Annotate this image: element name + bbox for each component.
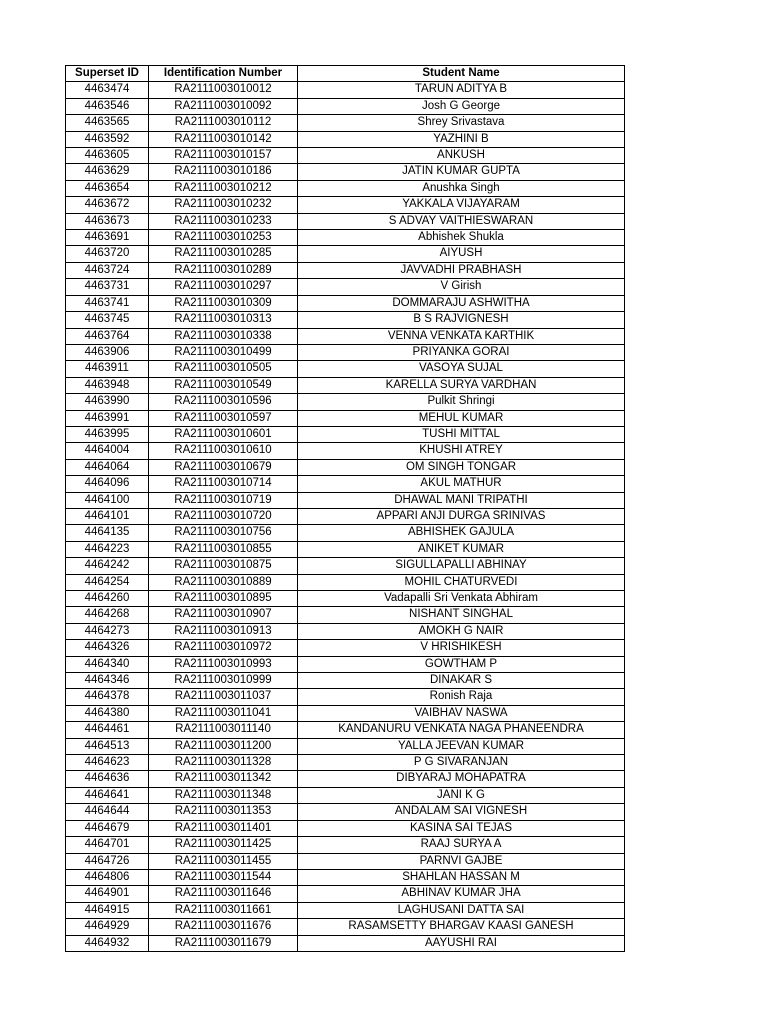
superset-id-cell: 4464929 xyxy=(66,919,149,935)
identification-number-cell: RA2111003010756 xyxy=(149,525,298,541)
identification-number-cell: RA2111003010338 xyxy=(149,328,298,344)
identification-number-cell: RA2111003011679 xyxy=(149,935,298,951)
table-row xyxy=(66,426,625,442)
identification-number-cell: RA2111003011661 xyxy=(149,902,298,918)
student-name-cell: VENNA VENKATA KARTHIK xyxy=(298,328,625,344)
table-row xyxy=(66,410,625,426)
identification-number-cell: RA2111003010889 xyxy=(149,574,298,590)
student-name-cell: SHAHLAN HASSAN M xyxy=(298,869,625,885)
table-row xyxy=(66,180,625,196)
student-name-cell: VASOYA SUJAL xyxy=(298,361,625,377)
student-name-cell: KARELLA SURYA VARDHAN xyxy=(298,377,625,393)
table-row xyxy=(66,279,625,295)
table-row xyxy=(66,722,625,738)
table-row xyxy=(66,508,625,524)
table-row xyxy=(66,755,625,771)
student-name-cell: MEHUL KUMAR xyxy=(298,410,625,426)
identification-number-cell: RA2111003010285 xyxy=(149,246,298,262)
superset-id-cell: 4464326 xyxy=(66,640,149,656)
table-row xyxy=(66,656,625,672)
student-name-cell: GOWTHAM P xyxy=(298,656,625,672)
superset-id-cell: 4463995 xyxy=(66,426,149,442)
identification-number-cell: RA2111003010895 xyxy=(149,591,298,607)
identification-number-cell: RA2111003010999 xyxy=(149,673,298,689)
student-name-cell: AKUL MATHUR xyxy=(298,476,625,492)
header-row xyxy=(66,66,625,82)
table-row xyxy=(66,591,625,607)
superset-id-cell: 4464101 xyxy=(66,508,149,524)
student-name-cell: JAVVADHI PRABHASH xyxy=(298,262,625,278)
superset-id-cell: 4464260 xyxy=(66,591,149,607)
student-name-cell: MOHIL CHATURVEDI xyxy=(298,574,625,590)
table-row xyxy=(66,853,625,869)
superset-id-cell: 4464268 xyxy=(66,607,149,623)
table-row xyxy=(66,82,625,98)
table-row xyxy=(66,164,625,180)
identification-number-cell: RA2111003010186 xyxy=(149,164,298,180)
table-row xyxy=(66,541,625,557)
student-name-cell: Ronish Raja xyxy=(298,689,625,705)
table-row xyxy=(66,328,625,344)
identification-number-cell: RA2111003010499 xyxy=(149,344,298,360)
identification-number-cell: RA2111003010157 xyxy=(149,148,298,164)
table-row xyxy=(66,148,625,164)
superset-id-cell: 4464623 xyxy=(66,755,149,771)
identification-number-cell: RA2111003010289 xyxy=(149,262,298,278)
table-row xyxy=(66,344,625,360)
superset-id-cell: 4463906 xyxy=(66,344,149,360)
identification-number-cell: RA2111003010253 xyxy=(149,230,298,246)
student-name-cell: Abhishek Shukla xyxy=(298,230,625,246)
superset-id-cell: 4464806 xyxy=(66,869,149,885)
identification-number-cell: RA2111003010212 xyxy=(149,180,298,196)
identification-number-cell: RA2111003010092 xyxy=(149,98,298,114)
superset-id-cell: 4464135 xyxy=(66,525,149,541)
table-row xyxy=(66,246,625,262)
superset-id-cell: 4464915 xyxy=(66,902,149,918)
superset-id-cell: 4463724 xyxy=(66,262,149,278)
superset-id-cell: 4464513 xyxy=(66,738,149,754)
identification-number-cell: RA2111003011676 xyxy=(149,919,298,935)
table-row xyxy=(66,673,625,689)
student-name-cell: AMOKH G NAIR xyxy=(298,623,625,639)
table-row xyxy=(66,771,625,787)
superset-id-cell: 4463605 xyxy=(66,148,149,164)
superset-id-cell: 4464340 xyxy=(66,656,149,672)
student-name-cell: YALLA JEEVAN KUMAR xyxy=(298,738,625,754)
identification-number-cell: RA2111003011425 xyxy=(149,837,298,853)
table-row xyxy=(66,394,625,410)
superset-id-cell: 4464064 xyxy=(66,459,149,475)
superset-id-cell: 4464378 xyxy=(66,689,149,705)
table-row xyxy=(66,886,625,902)
identification-number-cell: RA2111003010597 xyxy=(149,410,298,426)
student-name-cell: NISHANT SINGHAL xyxy=(298,607,625,623)
table-row xyxy=(66,262,625,278)
superset-id-cell: 4463629 xyxy=(66,164,149,180)
student-name-cell: V Girish xyxy=(298,279,625,295)
student-name-cell: AAYUSHI RAI xyxy=(298,935,625,951)
superset-id-cell: 4464726 xyxy=(66,853,149,869)
superset-id-cell: 4464636 xyxy=(66,771,149,787)
table-row xyxy=(66,443,625,459)
superset-id-cell: 4463672 xyxy=(66,197,149,213)
student-name-cell: TUSHI MITTAL xyxy=(298,426,625,442)
identification-number-cell: RA2111003010610 xyxy=(149,443,298,459)
student-name-cell: KHUSHI ATREY xyxy=(298,443,625,459)
identification-number-cell: RA2111003010142 xyxy=(149,131,298,147)
identification-number-cell: RA2111003010232 xyxy=(149,197,298,213)
table-row xyxy=(66,902,625,918)
superset-id-cell: 4463720 xyxy=(66,246,149,262)
student-name-cell: JANI K G xyxy=(298,787,625,803)
student-name-cell: YAKKALA VIJAYARAM xyxy=(298,197,625,213)
table-row xyxy=(66,459,625,475)
superset-id-cell: 4463745 xyxy=(66,312,149,328)
student-name-cell: AIYUSH xyxy=(298,246,625,262)
identification-number-cell: RA2111003010855 xyxy=(149,541,298,557)
identification-number-cell: RA2111003010601 xyxy=(149,426,298,442)
superset-id-cell: 4464679 xyxy=(66,820,149,836)
student-name-cell: Shrey Srivastava xyxy=(298,115,625,131)
superset-id-cell: 4463911 xyxy=(66,361,149,377)
table-row xyxy=(66,869,625,885)
student-name-cell: RASAMSETTY BHARGAV KAASI GANESH xyxy=(298,919,625,935)
table-row xyxy=(66,558,625,574)
identification-number-cell: RA2111003010112 xyxy=(149,115,298,131)
superset-id-cell: 4463764 xyxy=(66,328,149,344)
table-row xyxy=(66,131,625,147)
superset-id-cell: 4463991 xyxy=(66,410,149,426)
table-row xyxy=(66,115,625,131)
student-name-cell: ANDALAM SAI VIGNESH xyxy=(298,804,625,820)
superset-id-cell: 4463565 xyxy=(66,115,149,131)
table-row xyxy=(66,377,625,393)
identification-number-cell: RA2111003011200 xyxy=(149,738,298,754)
superset-id-cell: 4464223 xyxy=(66,541,149,557)
superset-id-cell: 4463741 xyxy=(66,295,149,311)
student-table xyxy=(65,65,625,952)
identification-number-cell: RA2111003010993 xyxy=(149,656,298,672)
identification-number-cell: RA2111003010505 xyxy=(149,361,298,377)
student-name-cell: ANKUSH xyxy=(298,148,625,164)
identification-number-cell: RA2111003011328 xyxy=(149,755,298,771)
table-row xyxy=(66,820,625,836)
superset-id-cell: 4463948 xyxy=(66,377,149,393)
student-name-cell: PARNVI GAJBE xyxy=(298,853,625,869)
table-row xyxy=(66,213,625,229)
superset-id-cell: 4464701 xyxy=(66,837,149,853)
identification-number-cell: RA2111003011348 xyxy=(149,787,298,803)
student-name-cell: DHAWAL MANI TRIPATHI xyxy=(298,492,625,508)
table-row xyxy=(66,935,625,951)
superset-id-cell: 4464254 xyxy=(66,574,149,590)
identification-number-cell: RA2111003011646 xyxy=(149,886,298,902)
identification-number-cell: RA2111003010972 xyxy=(149,640,298,656)
superset-id-cell: 4463990 xyxy=(66,394,149,410)
student-name-cell: DOMMARAJU ASHWITHA xyxy=(298,295,625,311)
superset-id-cell: 4464273 xyxy=(66,623,149,639)
student-name-cell: ABHISHEK GAJULA xyxy=(298,525,625,541)
student-name-cell: TARUN ADITYA B xyxy=(298,82,625,98)
table-row xyxy=(66,804,625,820)
table-row xyxy=(66,295,625,311)
table-row xyxy=(66,197,625,213)
student-name-cell: V HRISHIKESH xyxy=(298,640,625,656)
table-row xyxy=(66,919,625,935)
superset-id-cell: 4464096 xyxy=(66,476,149,492)
student-name-cell: Vadapalli Sri Venkata Abhiram xyxy=(298,591,625,607)
student-name-cell: KASINA SAI TEJAS xyxy=(298,820,625,836)
table-row xyxy=(66,230,625,246)
column-header-identification-number: Identification Number xyxy=(149,66,298,82)
table-row xyxy=(66,705,625,721)
student-name-cell: LAGHUSANI DATTA SAI xyxy=(298,902,625,918)
table-row xyxy=(66,312,625,328)
identification-number-cell: RA2111003011455 xyxy=(149,853,298,869)
table-row xyxy=(66,361,625,377)
identification-number-cell: RA2111003011544 xyxy=(149,869,298,885)
student-name-cell: DINAKAR S xyxy=(298,673,625,689)
student-name-cell: KANDANURU VENKATA NAGA PHANEENDRA xyxy=(298,722,625,738)
student-name-cell: B S RAJVIGNESH xyxy=(298,312,625,328)
superset-id-cell: 4464380 xyxy=(66,705,149,721)
table-row xyxy=(66,98,625,114)
student-name-cell: APPARI ANJI DURGA SRINIVAS xyxy=(298,508,625,524)
identification-number-cell: RA2111003011353 xyxy=(149,804,298,820)
table-row xyxy=(66,623,625,639)
superset-id-cell: 4464641 xyxy=(66,787,149,803)
superset-id-cell: 4464242 xyxy=(66,558,149,574)
table-row xyxy=(66,607,625,623)
student-name-cell: ABHINAV KUMAR JHA xyxy=(298,886,625,902)
superset-id-cell: 4464932 xyxy=(66,935,149,951)
superset-id-cell: 4464100 xyxy=(66,492,149,508)
identification-number-cell: RA2111003010679 xyxy=(149,459,298,475)
identification-number-cell: RA2111003010549 xyxy=(149,377,298,393)
student-name-cell: Josh G George xyxy=(298,98,625,114)
table-row xyxy=(66,492,625,508)
student-name-cell: VAIBHAV NASWA xyxy=(298,705,625,721)
table-row xyxy=(66,640,625,656)
table-body xyxy=(66,82,625,952)
identification-number-cell: RA2111003011401 xyxy=(149,820,298,836)
student-name-cell: P G SIVARANJAN xyxy=(298,755,625,771)
table-row xyxy=(66,689,625,705)
table-row xyxy=(66,837,625,853)
superset-id-cell: 4463673 xyxy=(66,213,149,229)
identification-number-cell: RA2111003010907 xyxy=(149,607,298,623)
identification-number-cell: RA2111003010714 xyxy=(149,476,298,492)
student-name-cell: OM SINGH TONGAR xyxy=(298,459,625,475)
superset-id-cell: 4464901 xyxy=(66,886,149,902)
student-name-cell: S ADVAY VAITHIESWARAN xyxy=(298,213,625,229)
superset-id-cell: 4463654 xyxy=(66,180,149,196)
superset-id-cell: 4463691 xyxy=(66,230,149,246)
table-row xyxy=(66,574,625,590)
identification-number-cell: RA2111003010309 xyxy=(149,295,298,311)
identification-number-cell: RA2111003010913 xyxy=(149,623,298,639)
student-name-cell: ANIKET KUMAR xyxy=(298,541,625,557)
table-row xyxy=(66,738,625,754)
superset-id-cell: 4464461 xyxy=(66,722,149,738)
identification-number-cell: RA2111003010596 xyxy=(149,394,298,410)
identification-number-cell: RA2111003010720 xyxy=(149,508,298,524)
identification-number-cell: RA2111003011037 xyxy=(149,689,298,705)
student-name-cell: PRIYANKA GORAI xyxy=(298,344,625,360)
student-name-cell: Anushka Singh xyxy=(298,180,625,196)
superset-id-cell: 4463731 xyxy=(66,279,149,295)
identification-number-cell: RA2111003010012 xyxy=(149,82,298,98)
identification-number-cell: RA2111003011140 xyxy=(149,722,298,738)
identification-number-cell: RA2111003011041 xyxy=(149,705,298,721)
identification-number-cell: RA2111003010297 xyxy=(149,279,298,295)
table-row xyxy=(66,476,625,492)
superset-id-cell: 4464346 xyxy=(66,673,149,689)
column-header-student-name: Student Name xyxy=(298,66,625,82)
identification-number-cell: RA2111003010233 xyxy=(149,213,298,229)
table-row xyxy=(66,787,625,803)
student-name-cell: Pulkit Shringi xyxy=(298,394,625,410)
superset-id-cell: 4463546 xyxy=(66,98,149,114)
student-name-cell: YAZHINI B xyxy=(298,131,625,147)
student-name-cell: RAAJ SURYA A xyxy=(298,837,625,853)
superset-id-cell: 4463592 xyxy=(66,131,149,147)
superset-id-cell: 4464644 xyxy=(66,804,149,820)
identification-number-cell: RA2111003010719 xyxy=(149,492,298,508)
superset-id-cell: 4463474 xyxy=(66,82,149,98)
table-row xyxy=(66,525,625,541)
superset-id-cell: 4464004 xyxy=(66,443,149,459)
column-header-superset-id: Superset ID xyxy=(66,66,149,82)
identification-number-cell: RA2111003011342 xyxy=(149,771,298,787)
identification-number-cell: RA2111003010313 xyxy=(149,312,298,328)
student-name-cell: DIBYARAJ MOHAPATRA xyxy=(298,771,625,787)
identification-number-cell: RA2111003010875 xyxy=(149,558,298,574)
student-name-cell: SIGULLAPALLI ABHINAY xyxy=(298,558,625,574)
student-name-cell: JATIN KUMAR GUPTA xyxy=(298,164,625,180)
